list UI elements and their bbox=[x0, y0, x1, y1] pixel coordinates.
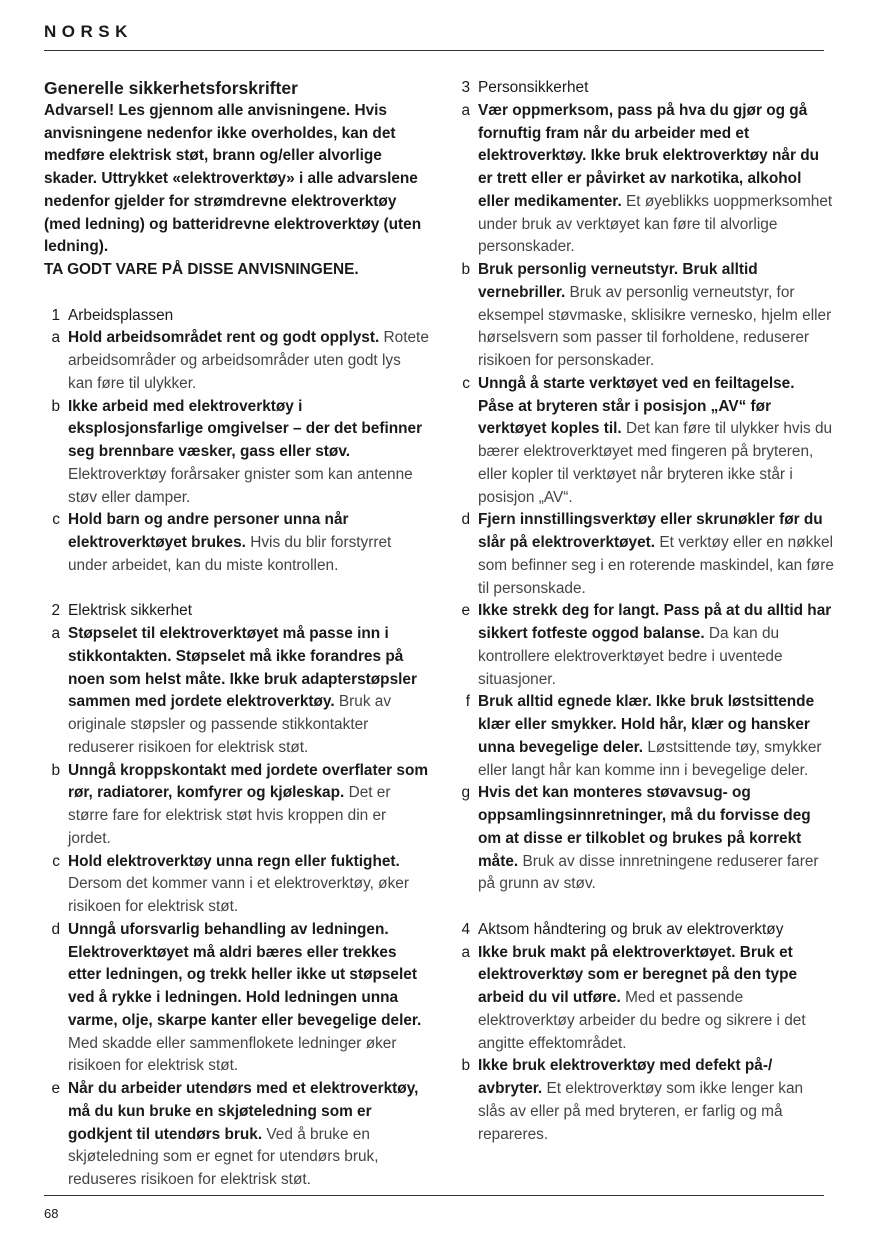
item-text: Et elektroverktøy som ikke lenger kan slås av eller på med bryteren, er farlig og må repareres. bbox=[478, 1080, 804, 1143]
list-item bbox=[454, 509, 834, 600]
section-heading bbox=[454, 919, 834, 942]
section-heading bbox=[44, 600, 429, 623]
item-bold-text: Hold barn og andre personer unna når elektroverktøyet brukes. bbox=[68, 511, 349, 551]
item-body bbox=[478, 600, 834, 691]
item-text: Bruk av disse innretningene reduserer farer på grunn av støv. bbox=[478, 852, 819, 893]
item-bold-text: Hvis det kan monteres støvavsug- og oppsamlingsinnretninger, må du forvisse deg om at disse er tilkoblet og brukes på korrekt måte. bbox=[478, 784, 811, 870]
item-text: Bruk av originale støpsler og passende stikkontakter reduserer risikoen for elektrisk støt. bbox=[68, 693, 392, 756]
item-bold-text: Bruk personlig verneutstyr. Bruk alltid vernebriller. bbox=[478, 261, 758, 301]
list-item bbox=[454, 942, 834, 1056]
item-bold-text: Ikke strekk deg for langt. Pass på at du alltid har sikkert fotfeste oggod balanse. bbox=[478, 602, 832, 642]
item-letter: a bbox=[461, 101, 470, 119]
item-body bbox=[68, 760, 429, 851]
list-item bbox=[44, 509, 429, 577]
item-letter: d bbox=[461, 511, 470, 529]
header-divider bbox=[44, 50, 824, 51]
language-header: NORSK bbox=[44, 22, 133, 41]
section-title: Elektrisk sikkerhet bbox=[68, 602, 193, 620]
item-bold-text: Unngå kroppskontakt med jordete overflater som rør, radiatorer, komfyrer og kjøleskap. bbox=[68, 761, 429, 802]
page-number: 68 bbox=[44, 1206, 59, 1221]
section-title: Arbeidsplassen bbox=[68, 306, 174, 324]
list-item bbox=[44, 1078, 429, 1192]
item-text: Det kan føre til ulykker hvis du bærer elektroverktøyet med fingeren på bryteren, eller kopler til verktøyet når bryteren ikke står i posisjon „AV“. bbox=[478, 420, 833, 506]
item-letter: b bbox=[461, 1057, 470, 1075]
item-text: Det er større fare for elektrisk støt hvis kroppen din er jordet. bbox=[68, 784, 391, 847]
item-letter: d bbox=[51, 920, 60, 938]
list-item bbox=[44, 623, 429, 760]
item-bold-text: Støpselet til elektroverktøyet må passe inn i stikkontakten. Støpselet må ikke forandres på noen som helst måte. Ikke bruk adapterstøpsler sammen med jordete elektroverktøy. bbox=[68, 625, 417, 711]
item-body bbox=[68, 396, 429, 510]
item-bold-text: Når du arbeider utendørs med et elektroverktøy, må du kun bruke en skjøteledning som er godkjent til utendørs bruk. bbox=[68, 1080, 419, 1143]
item-body bbox=[68, 1078, 429, 1192]
item-text: Med skadde eller sammenflokete ledninger øker risikoen for elektrisk støt. bbox=[68, 1034, 397, 1075]
list-item bbox=[454, 373, 834, 510]
item-text: Med et passende elektroverktøy arbeider du bedre og sikrere i det angitte effektområdet. bbox=[478, 989, 806, 1052]
list-item bbox=[454, 259, 834, 373]
item-letter: e bbox=[461, 602, 470, 620]
list-item bbox=[454, 600, 834, 691]
item-bold-text: Fjern innstillingsverktøy eller skrunøkler før du slår på elektroverktøyet. bbox=[478, 511, 823, 551]
footer-divider bbox=[44, 1195, 824, 1196]
list-item bbox=[44, 396, 429, 510]
item-letter: b bbox=[51, 397, 60, 415]
list-item bbox=[454, 1055, 834, 1146]
section-number: 2 bbox=[51, 602, 60, 620]
item-text: Elektroverktøy forårsaker gnister som kan antenne støv eller damper. bbox=[68, 465, 413, 506]
item-body bbox=[68, 509, 429, 577]
item-text: Da kan du kontrollere elektroverktøyet bedre i uventede situasjoner. bbox=[478, 625, 783, 688]
item-text: Bruk av personlig verneutstyr, for eksempel støvmaske, sklisikre vernesko, hjelm eller hørselsvern som passer til forholdene, reduserer risikoen for personskader. bbox=[478, 283, 832, 369]
item-bold-text: Bruk alltid egnede klær. Ikke bruk løstsittende klær eller smykker. Hold hår, klær og hansker unna bevegelige deler. bbox=[478, 693, 815, 756]
list-item bbox=[44, 760, 429, 851]
item-bold-text: Vær oppmerksom, pass på hva du gjør og gå fornuftig fram når du arbeider med et elektroverktøy. Ikke bruk elektroverktøy når du er trett eller er påvirket av narkotika, alkohol eller medikamenter. bbox=[478, 101, 820, 210]
item-letter: a bbox=[51, 625, 60, 642]
item-body bbox=[478, 373, 834, 510]
item-body bbox=[478, 942, 834, 1056]
section-1 bbox=[44, 305, 429, 578]
item-letter: c bbox=[52, 511, 60, 529]
item-letter: g bbox=[461, 784, 470, 802]
item-text: Dersom det kommer vann i et elektroverktøy, øker risikoen for elektrisk støt. bbox=[68, 875, 409, 915]
section-4 bbox=[454, 919, 834, 1147]
item-body bbox=[478, 509, 834, 600]
item-bold-text: Hold elektroverktøy unna regn eller fuktighet. bbox=[68, 852, 400, 870]
section-2 bbox=[44, 600, 429, 1192]
intro-warning: Advarsel! Les gjennom alle anvisningene. Hvis anvisningene nedenfor ikke overholdes, kan det medføre elektrisk støt, brann og/eller alvorlige skader. Uttrykket «elektroverktøy» i alle advarslene nedenfor gjelder for strømdrevne elektroverktøy (med ledning) og batteridrevne elektroverktøy (uten ledning). bbox=[44, 101, 422, 256]
item-letter: f bbox=[465, 693, 470, 711]
section-number: 3 bbox=[461, 79, 470, 96]
item-body bbox=[68, 851, 429, 919]
item-text: Et verktøy eller en nøkkel som befinner seg i en roterende maskindel, kan føre til personskade. bbox=[478, 534, 834, 597]
item-bold-text: Ikke arbeid med elektroverktøy i eksplosjonsfarlige omgivelser – der det befinner seg brennbare væsker, gass eller støv. bbox=[68, 397, 423, 460]
item-bold-text: Ikke bruk elektroverktøy med defekt på-/ avbryter. bbox=[478, 1057, 773, 1097]
list-item bbox=[44, 919, 429, 1078]
item-text: Rotete arbeidsområder og arbeidsområder uten godt lys kan føre til ulykker. bbox=[68, 329, 429, 392]
item-letter: c bbox=[462, 374, 470, 392]
item-text: Ved å bruke en skjøteledning som er egnet for utendørs bruk, reduseres risikoen for elektrisk støt. bbox=[68, 1125, 379, 1188]
section-3 bbox=[454, 77, 834, 896]
item-text: Løstsittende tøy, smykker eller langt hår kan komme inn i bevegelige deler. bbox=[478, 738, 822, 779]
section-heading bbox=[454, 77, 834, 100]
list-item bbox=[44, 327, 429, 395]
section-number: 4 bbox=[461, 920, 470, 938]
item-body bbox=[68, 327, 429, 395]
list-item bbox=[454, 782, 834, 896]
section-heading bbox=[44, 305, 429, 328]
list-item bbox=[454, 100, 834, 259]
intro-caps-notice: TA GODT VARE PÅ DISSE ANVISNINGENE. bbox=[44, 261, 359, 278]
item-body bbox=[478, 1055, 834, 1146]
item-letter: c bbox=[52, 852, 60, 870]
item-body bbox=[478, 782, 834, 896]
item-bold-text: Unngå å starte verktøyet ved en feiltagelse. Påse at bryteren står i posisjon „AV“ før verktøyet koples til. bbox=[478, 374, 795, 438]
item-bold-text: Hold arbeidsområdet rent og godt opplyst. bbox=[68, 329, 380, 347]
section-title: Aktsom håndtering og bruk av elektroverktøy bbox=[478, 920, 784, 938]
item-body bbox=[478, 691, 834, 782]
item-text: Hvis du blir forstyrret under arbeidet, kan du miste kontrollen. bbox=[68, 534, 392, 574]
item-body bbox=[478, 100, 834, 259]
item-letter: e bbox=[51, 1080, 60, 1097]
item-letter: a bbox=[461, 943, 470, 961]
item-text: Et øyeblikks uoppmerksomhet under bruk av verktøyet kan føre til alvorlige personskader. bbox=[478, 192, 833, 256]
list-item bbox=[454, 691, 834, 782]
item-body bbox=[68, 623, 429, 760]
page-title: Generelle sikkerhetsforskrifter bbox=[44, 78, 298, 98]
item-bold-text: Unngå uforsvarlig behandling av ledningen. Elektroverktøyet må aldri bæres eller trekkes etter ledningen, og trekk heller ikke ut støpselet ved å rykke i ledningen. Hold ledningen unna varme, olje, skarpe kanter eller bevegelige deler. bbox=[68, 920, 422, 1029]
right-column bbox=[454, 77, 834, 1146]
item-body bbox=[68, 919, 429, 1078]
item-body bbox=[478, 259, 834, 373]
item-letter: a bbox=[51, 329, 60, 347]
left-column bbox=[44, 77, 429, 1192]
section-title: Personsikkerhet bbox=[478, 79, 589, 96]
item-letter: b bbox=[461, 261, 470, 278]
item-bold-text: Ikke bruk makt på elektroverktøyet. Bruk et elektroverktøy som er beregnet på den type arbeid du vil utføre. bbox=[478, 943, 798, 1006]
list-item bbox=[44, 851, 429, 919]
section-number: 1 bbox=[51, 306, 60, 324]
item-letter: b bbox=[51, 761, 60, 779]
intro-block bbox=[44, 77, 429, 282]
